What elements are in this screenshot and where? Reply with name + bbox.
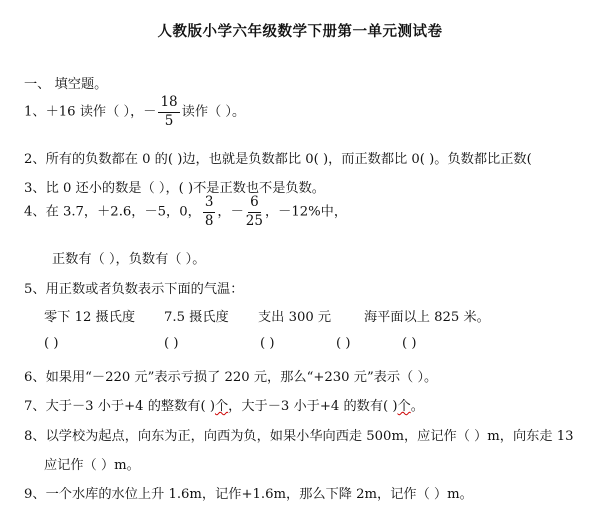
q1-minus: － — [143, 104, 157, 120]
spellcheck-underline-2: 个 — [397, 399, 411, 414]
exam-title: 人教版小学六年级数学下册第一单元测试卷 — [157, 23, 443, 40]
question-4 — [24, 196, 347, 228]
q5-blank-2: ( ) — [164, 336, 179, 351]
spellcheck-underline-1: 个 — [214, 399, 229, 414]
q1-part-b: 读作（ ）。 — [181, 104, 246, 120]
q7-part-a: 7、大于－3 小于+4 的整数有( ) — [24, 399, 215, 414]
q5-blank-4: ( ) — [336, 336, 351, 351]
fraction-numerator: 6 — [248, 196, 261, 213]
q1-part-a: 1、＋16 读作（ ）， — [24, 104, 144, 120]
q5-item-2: 7.5 摄氏度 — [164, 310, 229, 325]
q7-part-c: 。 — [410, 399, 424, 414]
q5-blank-3: ( ) — [260, 336, 275, 351]
fraction-3-8 — [203, 196, 216, 228]
question-1 — [24, 96, 245, 128]
question-7 — [24, 395, 424, 414]
q5-item-3: 支出 300 元 — [258, 310, 332, 325]
question-5: 5、用正数或者负数表示下面的气温： — [24, 282, 244, 297]
question-4-answers: 正数有（ ），负数有（ ）。 — [52, 252, 206, 267]
fraction-denominator: 8 — [204, 212, 214, 229]
q4-part-b: ，－12%中， — [264, 204, 348, 220]
q5-item-4: 海平面以上 825 米。 — [364, 310, 490, 325]
q4-separator: ，－ — [217, 204, 244, 220]
fraction-numerator: 3 — [203, 196, 216, 213]
q5-blank-1: ( ) — [44, 336, 59, 351]
q5-blank-5: ( ) — [402, 336, 417, 351]
section-heading: 一、 填空题。 — [24, 77, 108, 92]
q4-part-a: 4、在 3.7，＋2.6，－5，0， — [24, 204, 201, 220]
question-8-line-2: 应记作（ ）m。 — [44, 458, 140, 473]
fraction-numerator: 18 — [158, 96, 179, 113]
fraction-6-25 — [246, 196, 263, 228]
q7-part-b: ，大于－3 小于+4 的数有( ) — [228, 399, 398, 414]
question-3: 3、比 0 还小的数是（ ），( )不是正数也不是负数。 — [24, 181, 325, 196]
question-6: 6、如果用“－220 元”表示亏损了 220 元，那么“+230 元”表示（ ）。 — [24, 370, 438, 385]
question-9: 9、一个水库的水位上升 1.6m，记作+1.6m，那么下降 2m，记作（ ）m。 — [24, 487, 473, 502]
question-2: 2、所有的负数都在 0 的( )边，也就是负数都比 0( )，而正数都比 0( )。负数都比正数( — [24, 152, 532, 167]
question-8: 8、以学校为起点，向东为正，向西为负，如果小华向西走 500m，应记作（ ）m，向东走 13 — [24, 429, 574, 444]
fraction-18-5 — [158, 96, 179, 128]
q5-item-1: 零下 12 摄氏度 — [44, 310, 136, 325]
fraction-denominator: 5 — [164, 112, 174, 129]
fraction-denominator: 25 — [245, 212, 263, 229]
